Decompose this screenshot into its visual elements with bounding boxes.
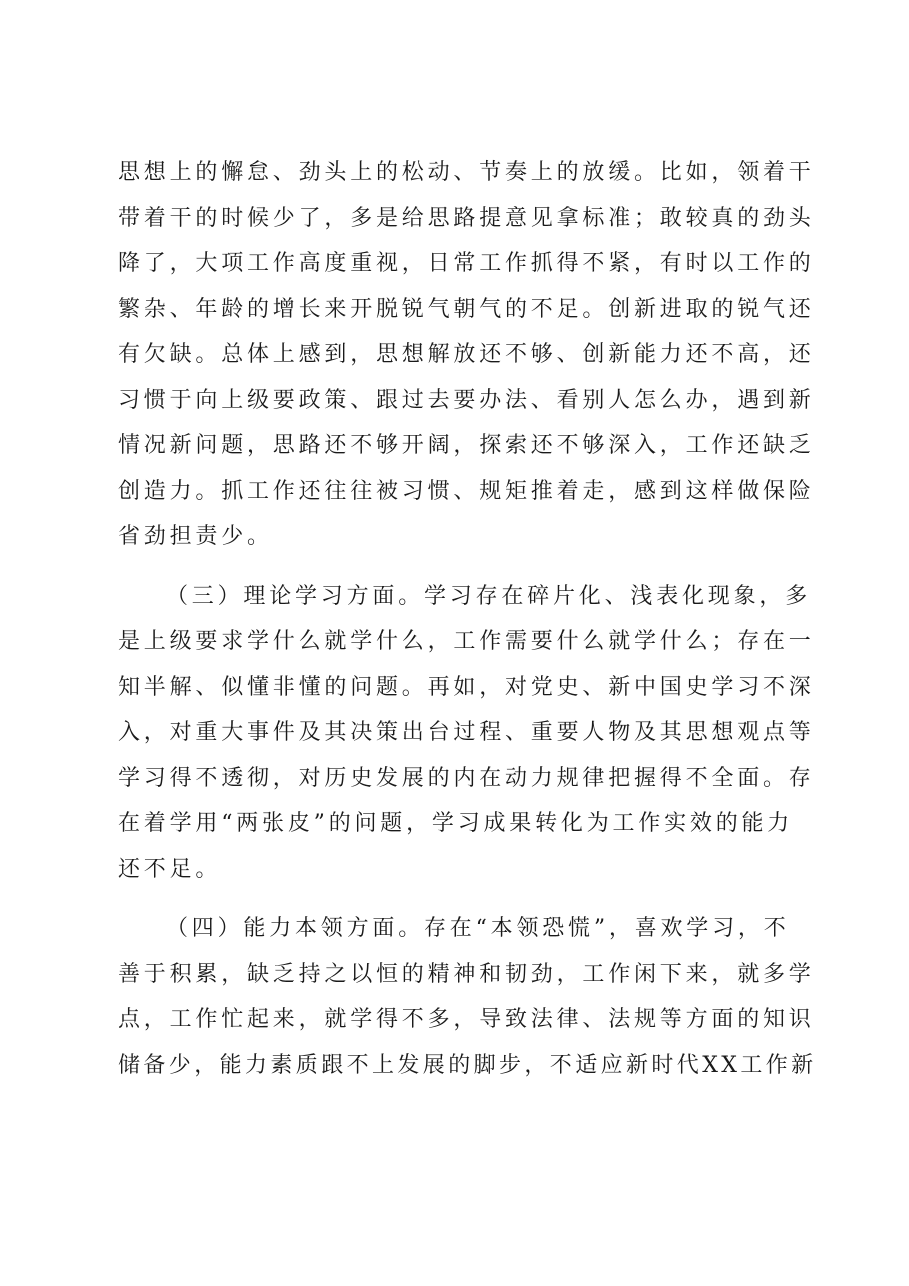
text-line: 知半解、似懂非懂的问题。再如，对党史、新中国史学习不深: [118, 674, 815, 700]
paragraph-1: [118, 150, 818, 560]
text-line: 入，对重大事件及其决策出台过程、重要人物及其思想观点等: [118, 720, 815, 745]
text-line: 情况新问题，思路还不够开阔，探索还不够深入，工作还缺乏: [118, 433, 815, 458]
text-line-heading: （四）能力本领方面。存在“本领恐慌”，喜欢学习，不: [166, 916, 790, 941]
text-line: 是上级要求学什么就学什么，工作需要什么就学什么；存在一: [118, 629, 815, 654]
text-line-heading: （三）理论学习方面。学习存在碎片化、浅表化现象，多: [166, 583, 812, 609]
text-line: 繁杂、年龄的增长来开脱锐气朝气的不足。创新进取的锐气还: [118, 296, 815, 322]
text-line: 思想上的懈怠、劲头上的松动、节奏上的放缓。比如，领着干: [118, 160, 815, 185]
text-line: 创造力。抓工作还往往被习惯、规矩推着走，感到这样做保险: [118, 478, 815, 504]
text-line: 带着干的时候少了，多是给思路提意见拿标准；敢较真的劲头: [118, 205, 815, 231]
text-line: 善于积累，缺乏持之以恒的精神和韧劲，工作闲下来，就多学: [118, 961, 815, 987]
text-line: 点，工作忙起来，就学得不多，导致法律、法规等方面的知识: [118, 1007, 815, 1032]
text-line: 在着学用“两张皮”的问题，学习成果转化为工作实效的能力: [118, 811, 794, 836]
text-line: 学习得不透彻，对历史发展的内在动力规律把握得不全面。存: [118, 765, 815, 791]
text-line: 有欠缺。总体上感到，思想解放还不够、创新能力还不高，还: [118, 342, 815, 367]
text-line: 还不足。: [118, 856, 222, 882]
paragraph-3-ability: [118, 906, 818, 1088]
paragraph-2-theory-study: [118, 574, 818, 893]
paragraph-spacer: [118, 892, 818, 906]
text-line: 习惯于向上级要政策、跟过去要办法、看别人怎么办，遇到新: [118, 387, 815, 413]
text-line: 降了，大项工作高度重视，日常工作抓得不紧，有时以工作的: [118, 251, 815, 276]
text-line: 储备少，能力素质跟不上发展的脚步，不适应新时代XX工作新: [118, 1052, 817, 1078]
document-body: [118, 150, 818, 1088]
paragraph-spacer: [118, 560, 818, 574]
text-line: 省劲担责少。: [118, 524, 273, 549]
